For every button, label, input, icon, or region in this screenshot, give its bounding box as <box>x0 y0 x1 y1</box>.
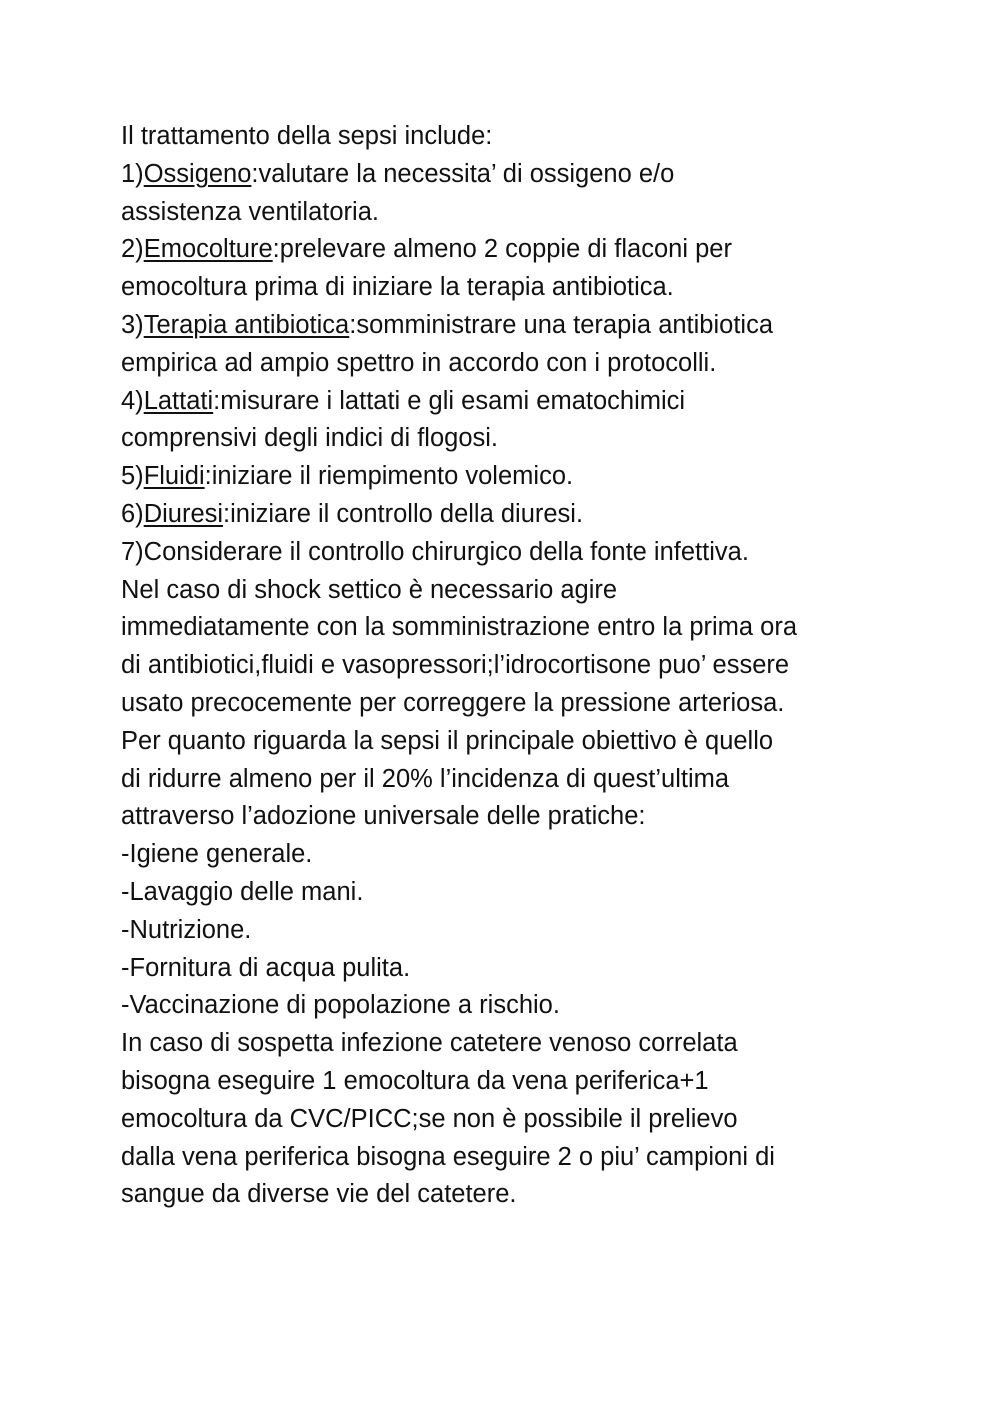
list-item-emocolture <box>121 231 901 269</box>
practice-item: -Vaccinazione di popolazione a rischio. <box>121 991 560 1020</box>
item-term: Diuresi <box>143 499 224 528</box>
item-text: :iniziare il controllo della diuresi. <box>223 499 584 528</box>
item-text: :iniziare il riempimento volemico. <box>204 462 574 491</box>
item-continuation: empirica ad ampio spettro in accordo con i protocolli. <box>121 348 717 377</box>
item-term: Lattati <box>143 386 214 415</box>
item-text: :misurare i lattati e gli esami ematochimici <box>213 386 686 415</box>
list-item-terapia-antibiotica <box>121 307 901 345</box>
item-term: Emocolture <box>143 235 273 264</box>
item-continuation: emocoltura prima di iniziare la terapia antibiotica. <box>121 273 674 302</box>
list-item-lattati <box>121 383 901 421</box>
practice-item: -Nutrizione. <box>121 915 252 944</box>
list-item-ossigeno <box>121 156 901 194</box>
item-number: 1) <box>121 159 144 188</box>
item-number: 6) <box>121 499 144 528</box>
item-number: 4) <box>121 386 144 415</box>
item-term: Fluidi <box>143 462 205 491</box>
document-body <box>121 118 901 1214</box>
paragraph-line: bisogna eseguire 1 emocoltura da vena periferica+1 <box>121 1066 709 1095</box>
item-text: :valutare la necessita’ di ossigeno e/o <box>251 159 675 188</box>
practice-item: -Fornitura di acqua pulita. <box>121 953 411 982</box>
paragraph-line: di ridurre almeno per il 20% l’incidenza di quest’ultima <box>121 764 730 793</box>
item-number: 5) <box>121 462 144 491</box>
intro-line: Il trattamento della sepsi include: <box>121 122 493 150</box>
paragraph-line: emocoltura da CVC/PICC;se non è possibile il prelievo <box>121 1104 738 1133</box>
paragraph-line: dalla vena periferica bisogna eseguire 2 o piu’ campioni di <box>121 1142 775 1171</box>
paragraph-line: sangue da diverse vie del catetere. <box>121 1180 517 1209</box>
paragraph-line: di antibiotici,fluidi e vasopressori;l’idrocortisone puo’ essere <box>121 651 790 680</box>
item-continuation: assistenza ventilatoria. <box>121 197 379 226</box>
list-item-diuresi <box>121 496 901 534</box>
paragraph-line: attraverso l’adozione universale delle pratiche: <box>121 802 646 831</box>
item-term: Terapia antibiotica <box>143 310 350 339</box>
item-text: :somministrare una terapia antibiotica <box>349 310 774 339</box>
practice-item: -Lavaggio delle mani. <box>121 877 364 906</box>
item-continuation: comprensivi degli indici di flogosi. <box>121 424 499 453</box>
paragraph-line: immediatamente con la somministrazione entro la prima ora <box>121 613 798 642</box>
list-item-fluidi <box>121 458 901 496</box>
paragraph-line: usato precocemente per correggere la pressione arteriosa. <box>121 688 785 717</box>
paragraph-line: Nel caso di shock settico è necessario agire <box>121 575 618 604</box>
item-number: 3) <box>121 310 144 339</box>
item-number: 2) <box>121 235 144 264</box>
item-text: :prelevare almeno 2 coppie di flaconi per <box>272 235 732 264</box>
practice-item: -Igiene generale. <box>121 840 313 869</box>
item-term: Ossigeno <box>143 159 252 188</box>
list-item-controllo-chirurgico: 7)Considerare il controllo chirurgico della fonte infettiva. <box>121 537 749 566</box>
paragraph-line: In caso di sospetta infezione catetere venoso correlata <box>121 1029 738 1058</box>
paragraph-line: Per quanto riguarda la sepsi il principale obiettivo è quello <box>121 726 774 755</box>
